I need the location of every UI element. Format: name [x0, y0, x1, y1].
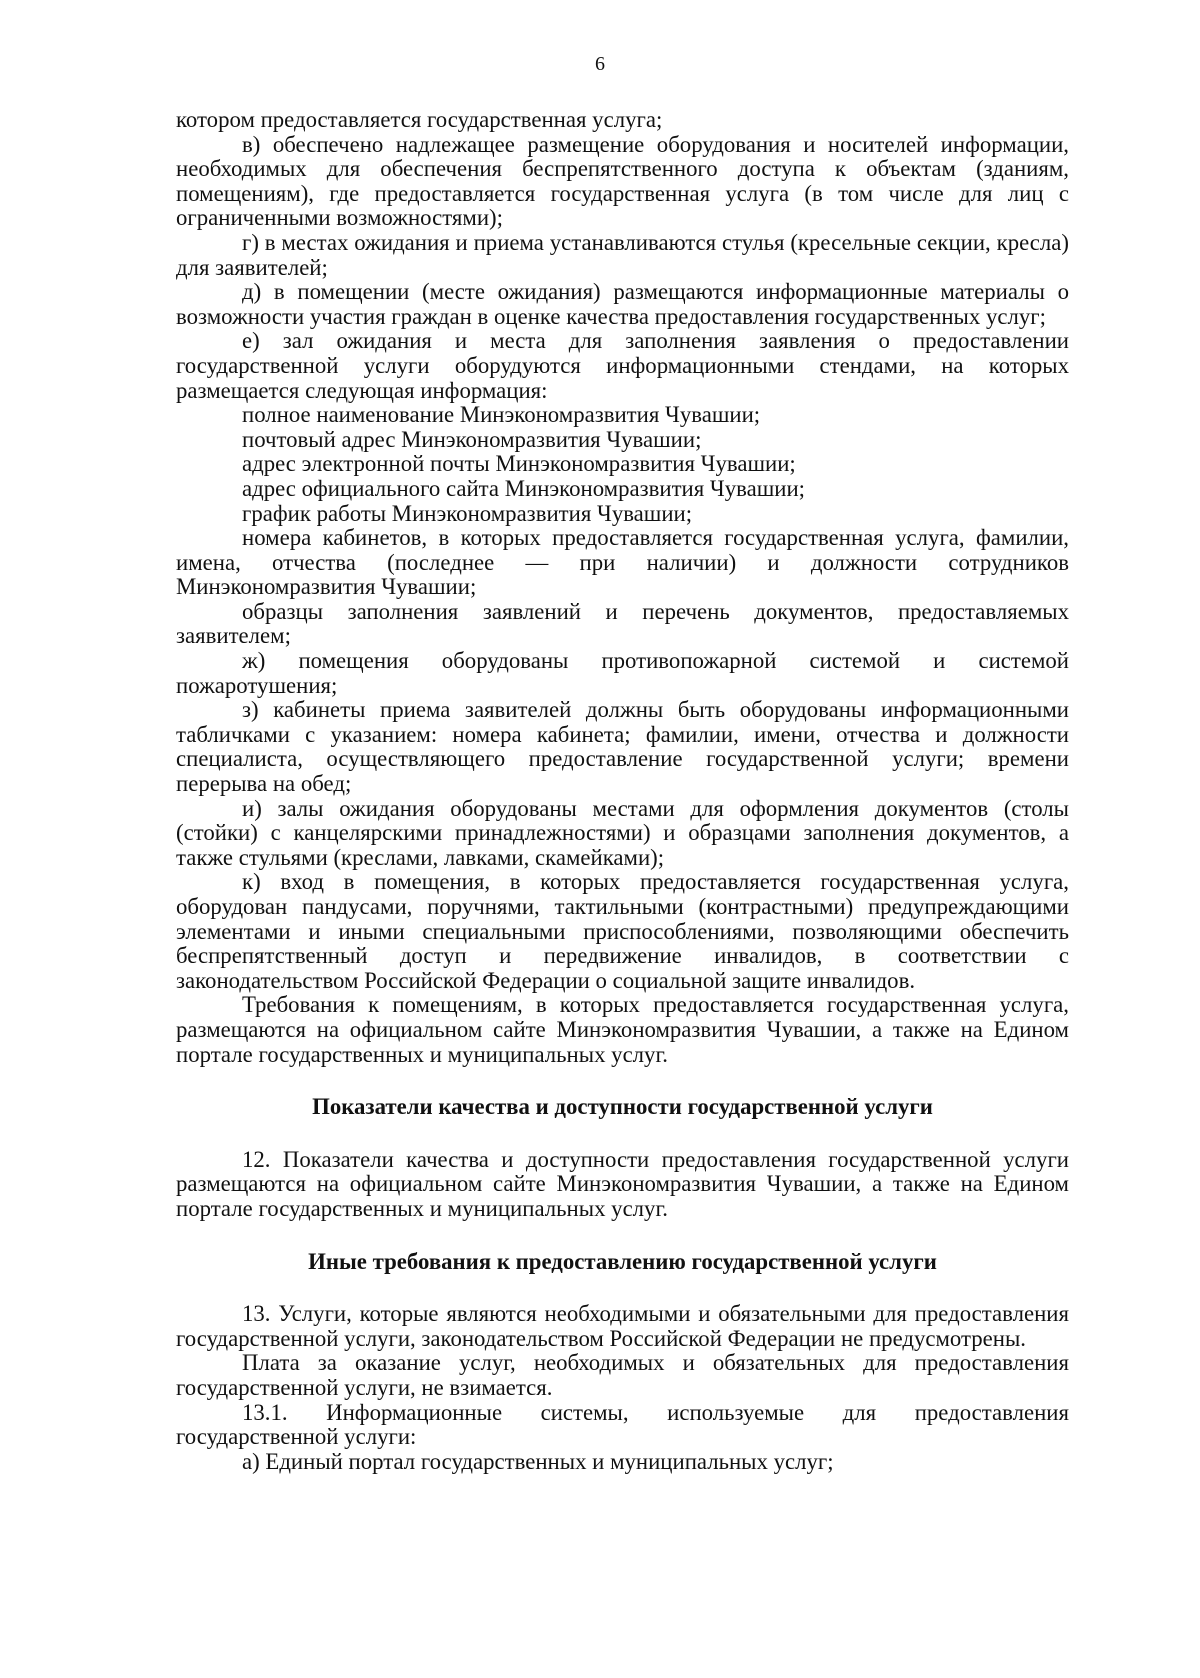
list-item: адрес электронной почты Минэкономразвития Чувашии;	[242, 451, 796, 477]
paragraph: Плата за оказание услуг, необходимых и обязательных для предоставления государственной услуги, не взимается.	[176, 1350, 1069, 1400]
other-requirements-block	[176, 1302, 1069, 1474]
list-item: график работы Минэкономразвития Чувашии;	[242, 500, 693, 526]
section-heading-other-requirements: Иные требования к предоставлению государственной услуги	[308, 1248, 937, 1274]
list-item: номера кабинетов, в которых предоставляется государственная услуга, фамилии, имена, отчества (последнее — при наличии) и должности сотрудников Минэкономразвития Чувашии;	[176, 525, 1069, 600]
paragraph: Требования к помещениям, в которых предоставляется государственная услуга, размещаются на официальном сайте Минэкономразвития Чувашии, а также на Едином портале государственных и муниципальных услуг.	[176, 992, 1069, 1067]
quality-indicators-block	[176, 1148, 1069, 1222]
paragraph: к) вход в помещения, в которых предоставляется государственная услуга, оборудован пандусами, поручнями, тактильными (контрастными) предупреждающими элементами и иными специальными приспособлениями, позволяющими обеспечить беспрепятственный доступ и передвижение инвалидов, в соответствии с законодательством Российской Федерации о социальной защите инвалидов.	[176, 869, 1069, 993]
paragraph: з) кабинеты приема заявителей должны быть оборудованы информационными табличками с указанием: номера кабинета; фамилии, имени, отчества и должности специалиста, осуществляющего предоставление государственной услуги; времени перерыва на обед;	[176, 697, 1069, 797]
paragraph: в) обеспечено надлежащее размещение оборудования и носителей информации, необходимых для обеспечения беспрепятственного доступа к объектам (зданиям, помещениям), где предоставляется государственная услуга (в том числе для лиц с ограниченными возможностями);	[176, 131, 1069, 231]
page-number: 6	[595, 53, 605, 75]
paragraph: д) в помещении (месте ожидания) размещаются информационные материалы о возможности участия граждан в оценке качества предоставления государственных услуг;	[176, 279, 1069, 329]
paragraph: 13.1. Информационные системы, используемые для предоставления государственной услуги:	[176, 1399, 1069, 1450]
paragraph: котором предоставляется государственная услуга;	[176, 107, 663, 132]
section-heading-quality: Показатели качества и доступности государственной услуги	[312, 1094, 933, 1120]
list-item: образцы заполнения заявлений и перечень документов, предоставляемых заявителем;	[176, 598, 1069, 649]
list-item: адрес официального сайта Минэкономразвития Чувашии;	[242, 475, 806, 501]
paragraph: 12. Показатели качества и доступности предоставления государственной услуги размещаются на официальном сайте Минэкономразвития Чувашии, а также на Едином портале государственных и муниципальных услуг.	[176, 1146, 1069, 1221]
list-item: почтовый адрес Минэкономразвития Чувашии;	[242, 426, 702, 452]
paragraph: 13. Услуги, которые являются необходимыми и обязательными для предоставления государственной услуги, законодательством Российской Федерации не предусмотрены.	[176, 1301, 1069, 1351]
list-item: полное наименование Минэкономразвития Чувашии;	[242, 402, 761, 428]
paragraph: ж) помещения оборудованы противопожарной системой и системой пожаротушения;	[176, 648, 1069, 698]
document-body	[176, 108, 1069, 1474]
premises-requirements-block	[176, 108, 1069, 1067]
paragraph: и) залы ожидания оборудованы местами для оформления документов (столы (стойки) с канцелярскими принадлежностями) и образцами заполнения документов, а также стульями (креслами, лавками, скамейками);	[176, 795, 1069, 870]
paragraph: е) зал ожидания и места для заполнения заявления о предоставлении государственной услуги оборудуются информационными стендами, на которых размещается следующая информация:	[176, 328, 1069, 403]
paragraph: г) в местах ожидания и приема устанавливаются стулья (кресельные секции, кресла) для заявителей;	[176, 229, 1069, 280]
list-item: а) Единый портал государственных и муниципальных услуг;	[242, 1448, 834, 1474]
